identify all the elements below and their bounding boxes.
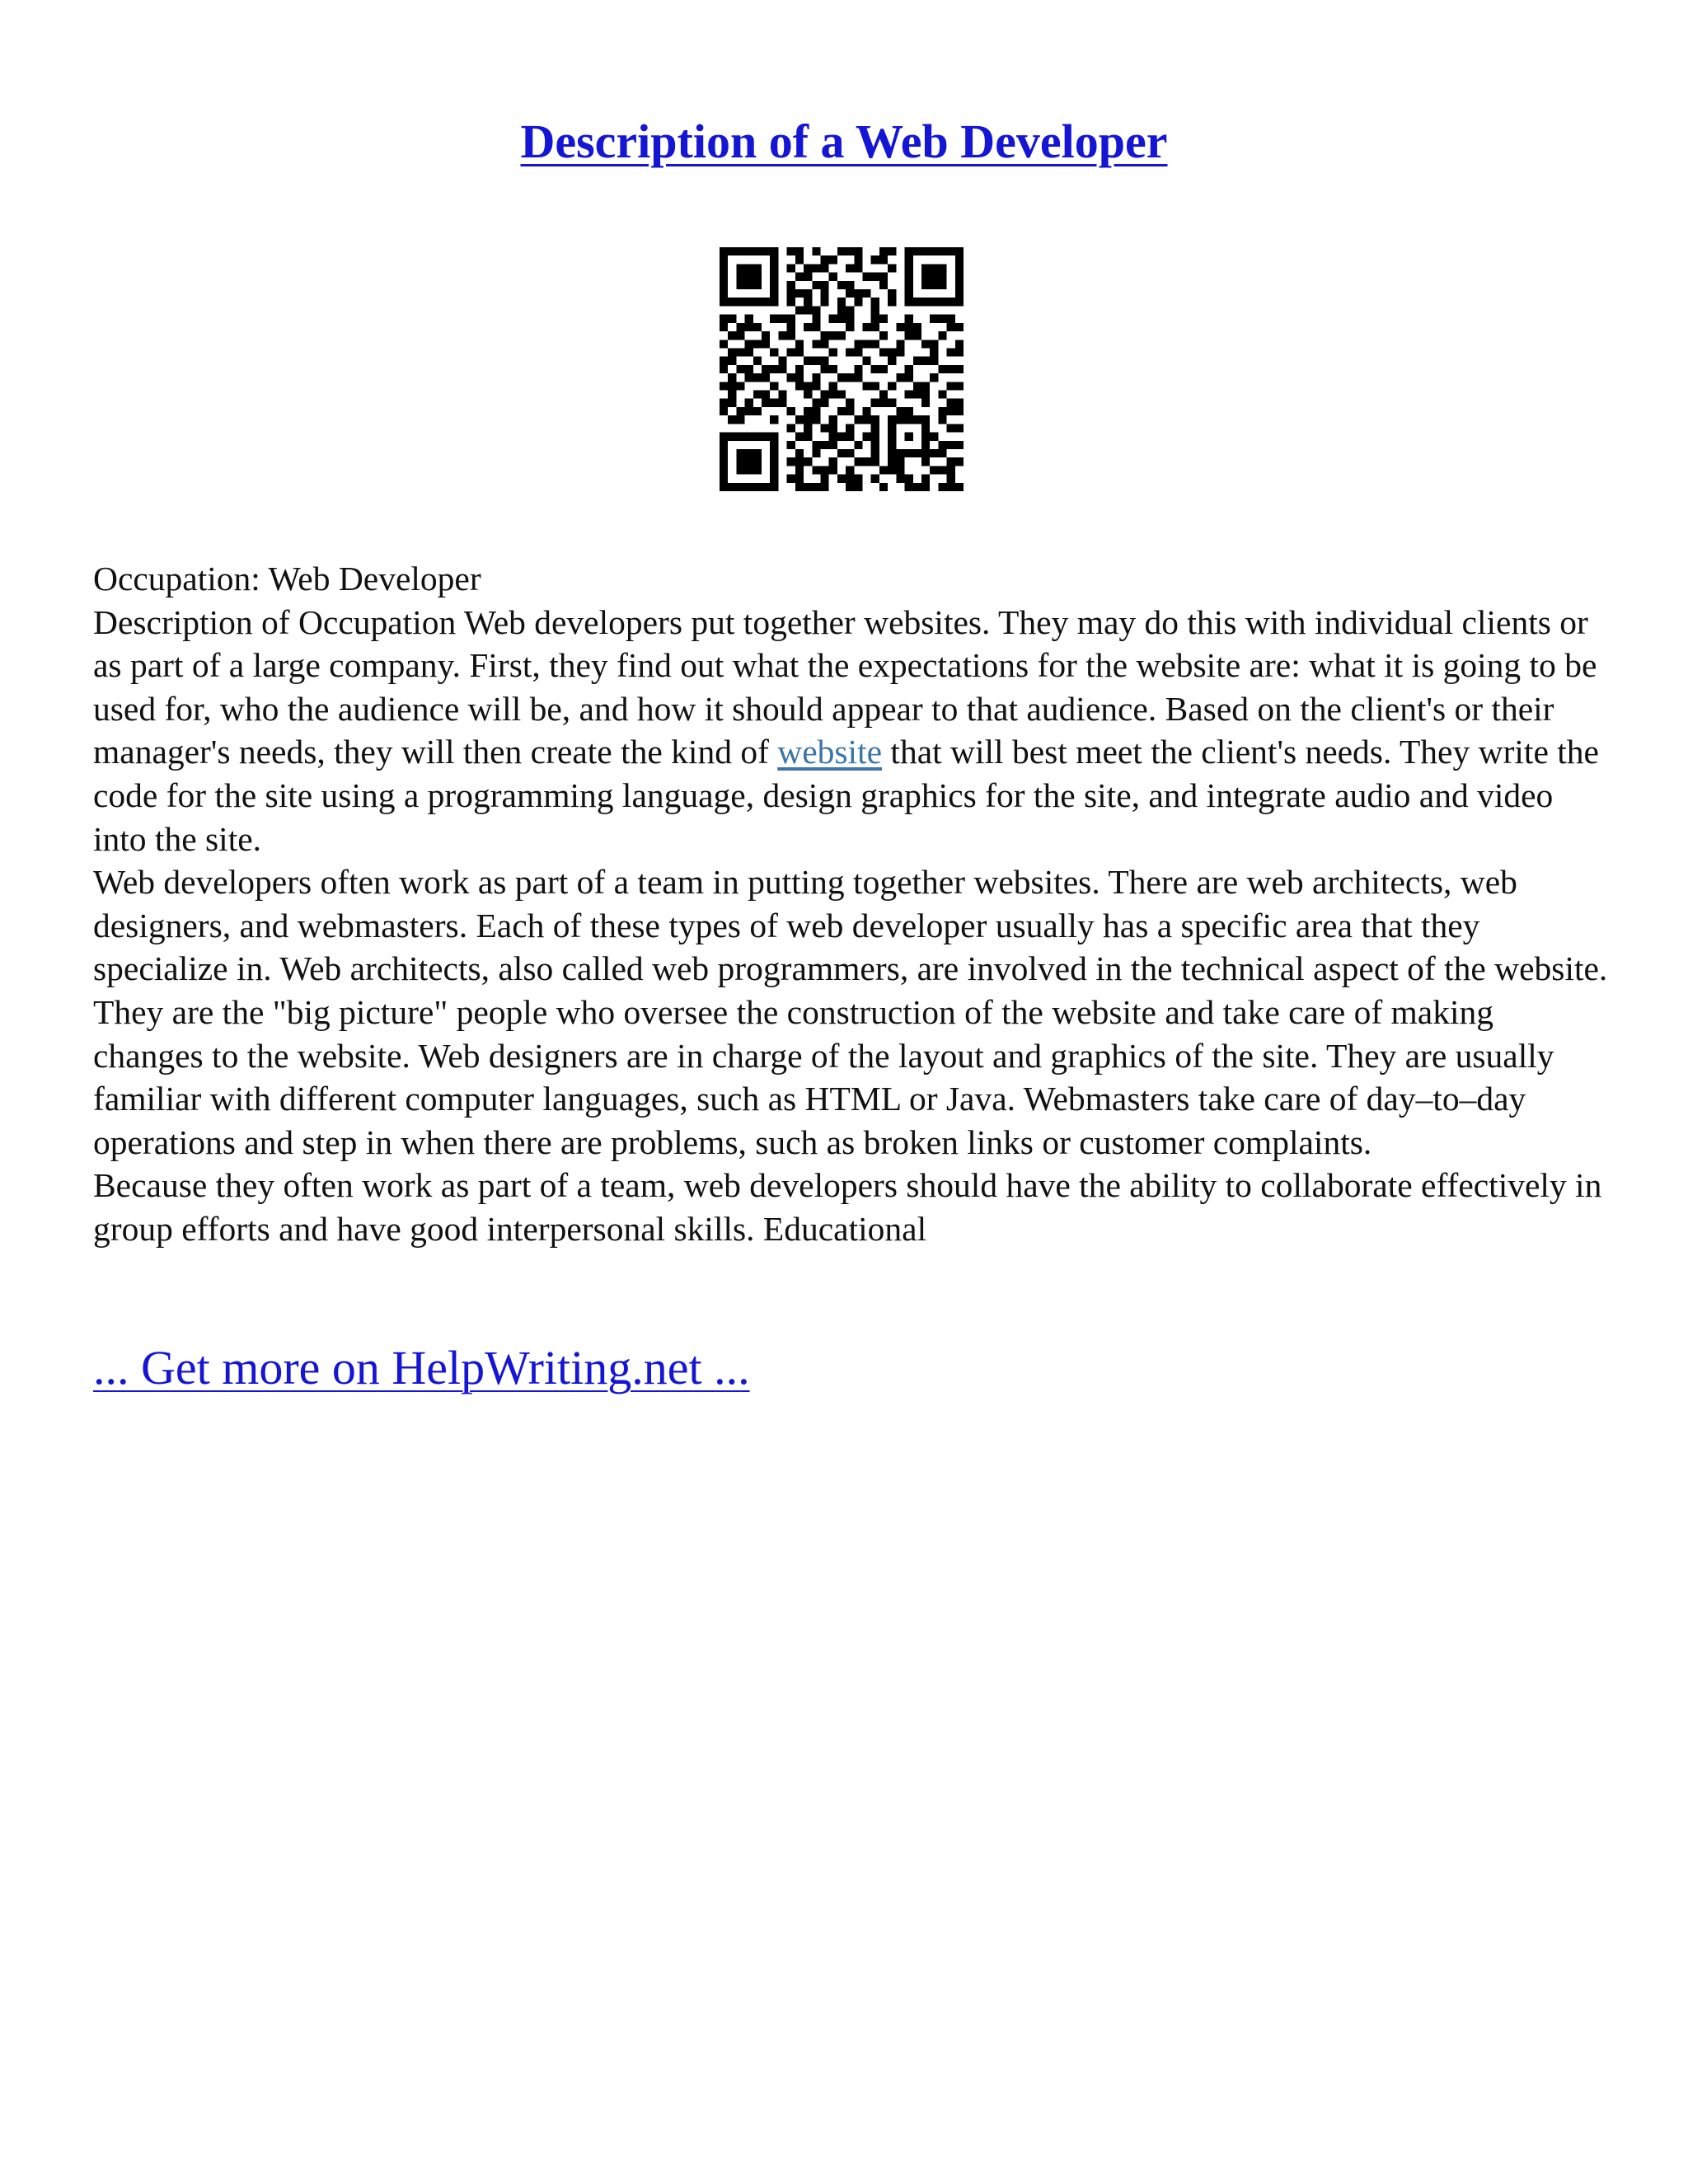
paragraph1-text-end: that will best meet the client's needs. They write the code for the site using a programming language, design graphics for the site, and integrate audio and video into the site. xyxy=(93,733,1599,858)
more-link-container xyxy=(93,1340,750,1395)
paragraph1-text-start: Description of Occupation Web developers put together websites. They may do this with individual clients or as part of a large company. First, they find out what the expectations for the website are: what it is going to be used for, who the audience will be, and how it should appear to that audience. Based on the client's or their manager's needs, they will then create the kind of xyxy=(93,602,1597,771)
paragraph-description xyxy=(93,601,1610,861)
page-title-link[interactable]: Description of a Web Developer xyxy=(520,115,1168,168)
occupation-line: Occupation: Web Developer xyxy=(93,560,481,598)
qr-code-icon xyxy=(720,247,964,491)
title-container xyxy=(0,114,1688,169)
document-body xyxy=(93,557,1610,1251)
website-link[interactable]: website xyxy=(777,733,883,771)
paragraph-team-roles: Web developers often work as part of a team in putting together websites. There are web architects, web designers, and webmasters. Each of these types of web developer usually has a specific area that they specialize in. Web architects, also called web programmers, are involved in the technical aspect of the website. They are the "big picture" people who oversee the construction of the website and take care of making changes to the website. Web designers are in charge of the layout and graphics of the site. They are usually familiar with different computer languages, such as HTML or Java. Webmasters take care of day–to–day operations and step in when there are problems, such as broken links or customer complaints. xyxy=(93,863,1608,1161)
get-more-link[interactable]: ... Get more on HelpWriting.net ... xyxy=(93,1341,750,1394)
paragraph-skills: Because they often work as part of a team, web developers should have the ability to collaborate effectively in group efforts and have good interpersonal skills. Educational xyxy=(93,1166,1602,1248)
